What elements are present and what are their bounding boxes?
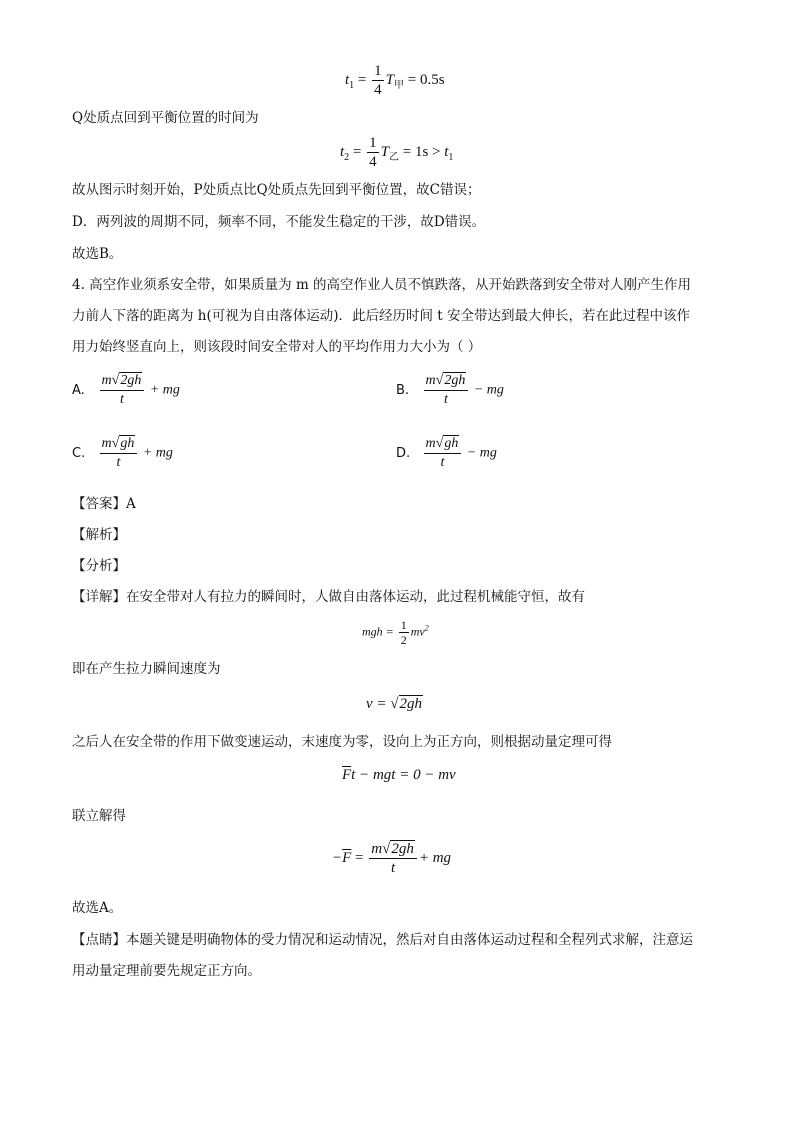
- equation-momentum: [342, 767, 456, 784]
- option-tail: + mg: [149, 382, 180, 398]
- answer-label: 【答案】A: [72, 496, 136, 512]
- eq-subscript: 乙: [388, 151, 399, 163]
- eq-var: T: [380, 143, 389, 160]
- eq-fraction: [372, 62, 384, 99]
- option-d: [396, 435, 497, 472]
- eq-subscript: 2: [344, 151, 350, 163]
- frac-m: m: [425, 436, 436, 451]
- eq-fraction: [399, 618, 409, 647]
- frac-num: 1: [374, 63, 382, 79]
- eq-force: $\overline{F}$: [342, 767, 352, 783]
- eq-radicand: 2gh: [399, 696, 423, 712]
- frac-den: 4: [374, 82, 382, 98]
- frac-den: t: [440, 455, 445, 470]
- paragraph: 之后人在安全带的作用下做变速运动，末速度为零，设向上为正方向，则根据动量定理可得: [72, 734, 612, 750]
- eq-subscript: 1: [448, 151, 454, 163]
- frac-den: t: [390, 860, 396, 876]
- option-tail: + mg: [142, 445, 173, 461]
- option-fraction: $\frac{m√gh}{t}$: [424, 435, 462, 472]
- question-4-text: 4. 高空作业须系安全带，如果质量为 m 的高空作业人员不慎跌落，从开始跌落到安全带对人刚产生作用: [72, 277, 692, 293]
- eq-equals: =: [355, 849, 364, 866]
- fenxi-label: 【分析】: [72, 558, 126, 574]
- equation-t1: [345, 62, 445, 99]
- equation-result: [332, 840, 451, 877]
- eq-superscript: 2: [424, 623, 429, 633]
- question-4-text: 力前人下落的距离为 h(可视为自由落体运动)．此后经历时间 t 安全带达到最大伸长，若在此过程中该作: [72, 308, 691, 324]
- paragraph: Q处质点回到平衡位置的时间为: [72, 110, 259, 126]
- frac-radicand: gh: [444, 436, 459, 451]
- frac-m: m: [425, 373, 436, 388]
- option-fraction: $\frac{m√gh}{t}$: [100, 435, 138, 472]
- frac-den: t: [119, 392, 124, 407]
- frac-m: m: [371, 841, 383, 857]
- frac-den: 2: [400, 633, 407, 647]
- option-c: [72, 435, 173, 472]
- eq-rest: = 1s >: [402, 143, 441, 160]
- option-fraction: $\frac{m√2gh}{t}$: [100, 372, 145, 409]
- frac-radicand: gh: [120, 436, 135, 451]
- eq-fraction: $\frac{m√2gh}{t}$: [369, 840, 417, 877]
- dianjing-paragraph: 用动量定理前要先规定正方向。: [72, 963, 261, 979]
- frac-radicand: 2gh: [391, 841, 414, 857]
- eq-var: t: [345, 71, 350, 88]
- frac-m: m: [101, 373, 112, 388]
- option-fraction: $\frac{m√2gh}{t}$: [424, 372, 469, 409]
- paragraph: 联立解得: [72, 808, 126, 824]
- eq-fraction: [367, 134, 379, 171]
- frac-m: m: [101, 436, 112, 451]
- frac-num: 1: [400, 618, 407, 632]
- eq-equals: =: [357, 71, 367, 88]
- frac-num: 1: [369, 135, 377, 151]
- eq-subscript: 甲: [393, 79, 404, 91]
- eq-lhs: −: [332, 849, 343, 866]
- eq-subscript: 1: [349, 79, 355, 91]
- eq-var: T: [385, 71, 394, 88]
- option-b: [396, 372, 504, 409]
- eq-force: $\overline{F}$: [342, 849, 352, 866]
- frac-radicand: 2gh: [120, 373, 142, 388]
- eq-var: t: [340, 143, 345, 160]
- equation-energy: [362, 618, 429, 647]
- equation-t2: [340, 134, 453, 171]
- option-label: B.: [396, 382, 410, 398]
- analysis-label: 【解析】: [72, 527, 126, 543]
- option-tail: − mg: [466, 445, 497, 461]
- eq-lhs: v =: [366, 696, 387, 712]
- option-a: [72, 372, 180, 409]
- paragraph: 即在产生拉力瞬间速度为: [72, 661, 221, 677]
- frac-den: 4: [369, 154, 377, 170]
- option-tail: − mg: [473, 382, 504, 398]
- paragraph: 故从图示时刻开始，P处质点比Q处质点先回到平衡位置，故C错误；: [72, 182, 481, 198]
- frac-den: t: [116, 455, 121, 470]
- eq-var: t: [444, 143, 449, 160]
- frac-den: t: [443, 392, 448, 407]
- eq-lhs: mgh =: [362, 624, 394, 639]
- eq-tail: + mg: [418, 849, 452, 866]
- paragraph: 故选B。: [72, 246, 123, 262]
- paragraph: D．两列波的周期不同，频率不同，不能发生稳定的干涉，故D错误。: [72, 214, 486, 230]
- eq-rest: t − mgt = 0 − mv: [351, 767, 456, 783]
- detail-paragraph: 【详解】在安全带对人有拉力的瞬间时，人做自由落体运动，此过程机械能守恒，故有: [72, 589, 585, 605]
- dianjing-paragraph: 【点睛】本题关键是明确物体的受力情况和运动情况，然后对自由落体运动过程和全程列式求解，注意运: [72, 932, 693, 948]
- frac-radicand: 2gh: [444, 373, 466, 388]
- eq-equals: =: [352, 143, 362, 160]
- paragraph: 故选A。: [72, 900, 123, 916]
- question-4-text: 用力始终竖直向上，则该段时间安全带对人的平均作用力大小为（ ）: [72, 339, 482, 355]
- eq-rest: = 0.5s: [407, 71, 445, 88]
- option-label: D.: [396, 445, 411, 461]
- eq-rhs: mv: [410, 624, 425, 639]
- option-label: C.: [72, 445, 86, 461]
- equation-velocity: v = √2gh: [366, 696, 423, 712]
- option-label: A.: [72, 382, 85, 398]
